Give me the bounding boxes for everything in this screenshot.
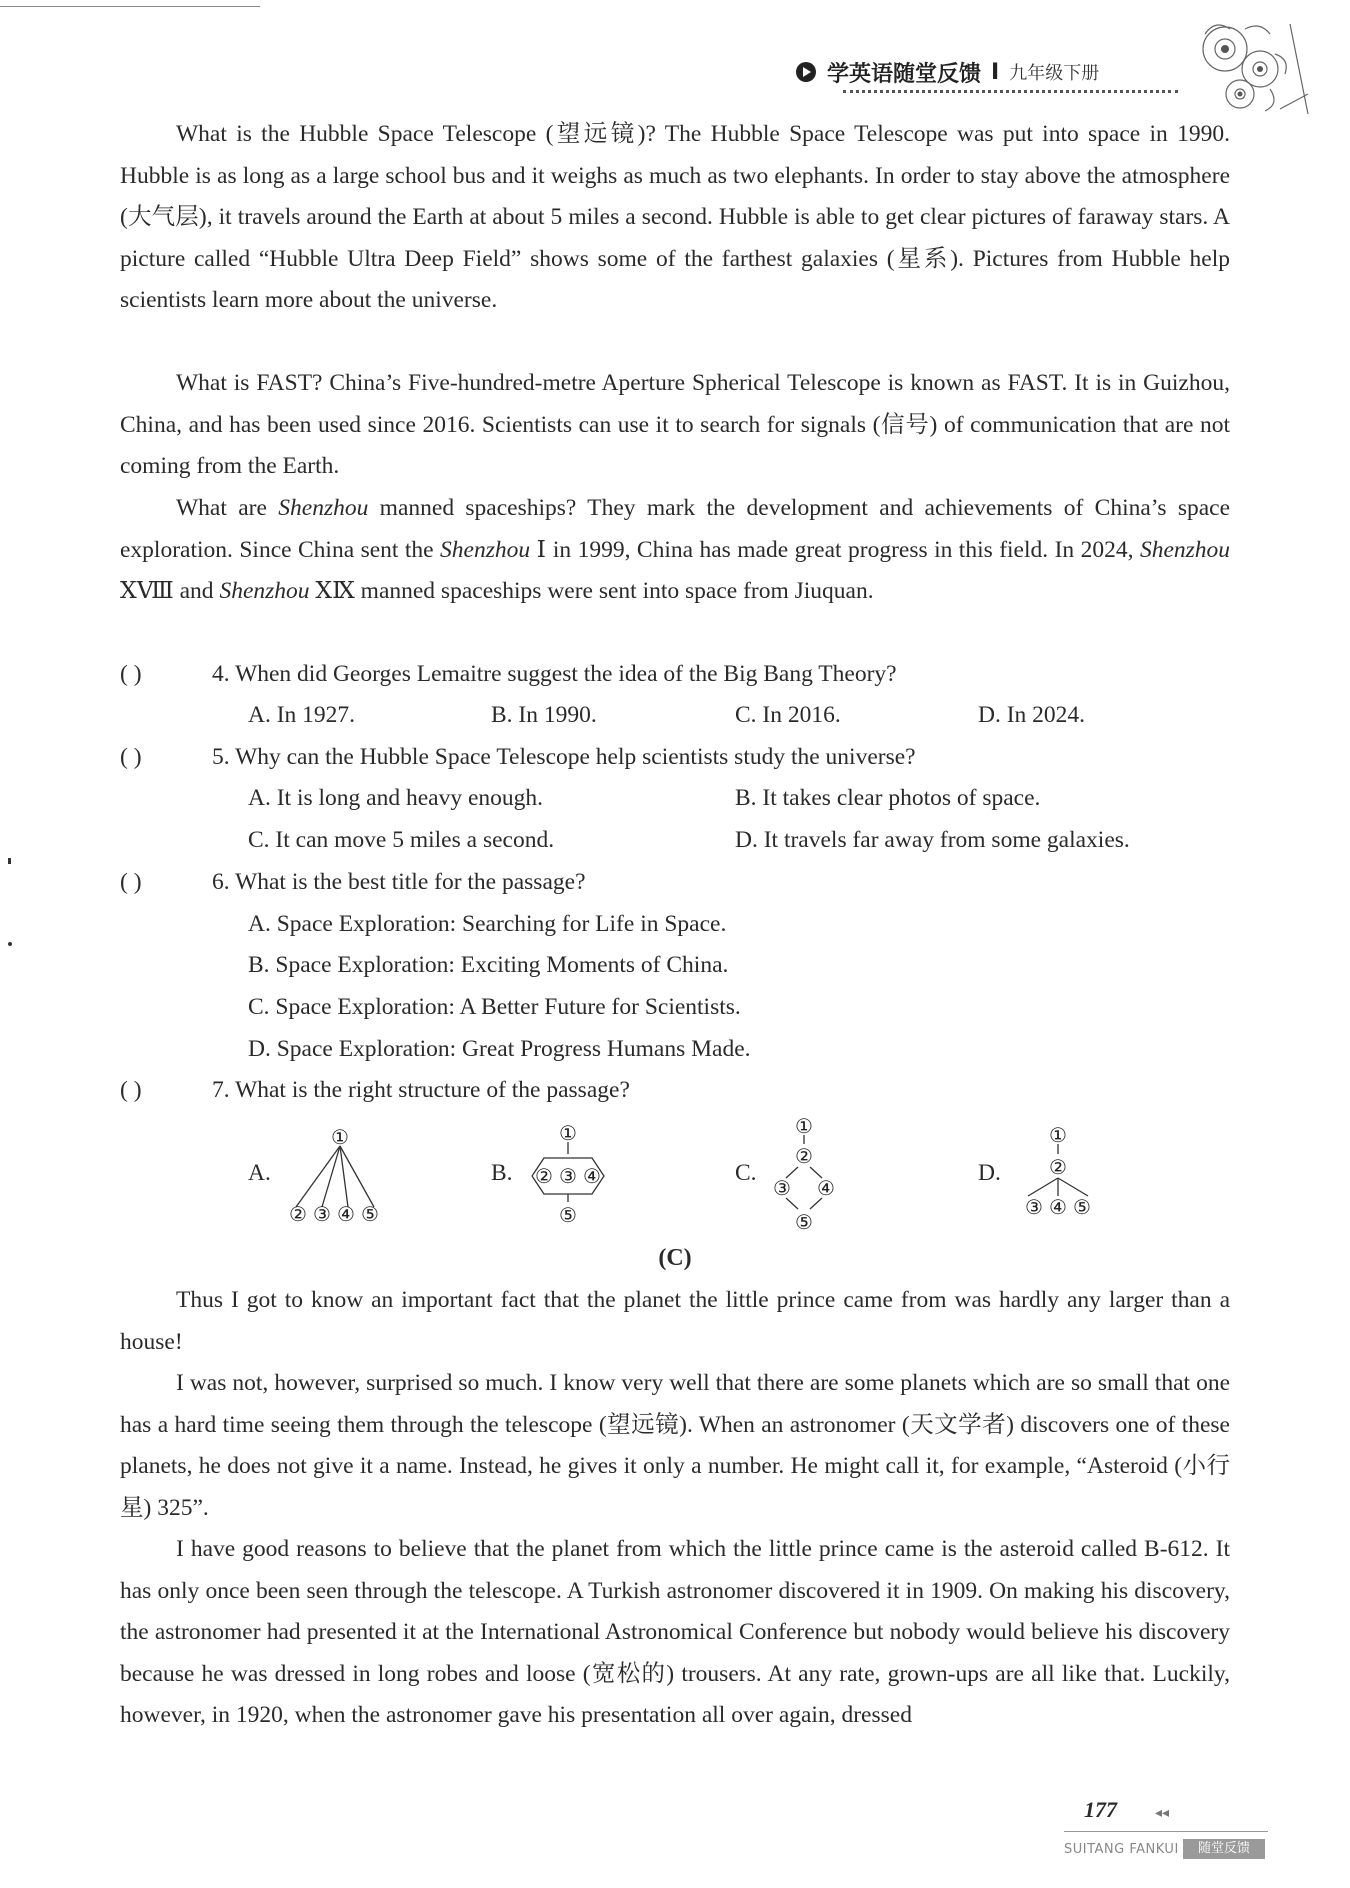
node-1: ① — [559, 1121, 577, 1145]
node-1: ① — [795, 1114, 813, 1138]
diagram-b-label: B. — [491, 1160, 513, 1186]
question-7 — [120, 1070, 630, 1112]
margin-mark — [8, 858, 11, 864]
node-4: ④ — [583, 1164, 601, 1188]
answer-blank[interactable]: ( ) — [120, 869, 142, 895]
section-c-paragraph-1: Thus I got to know an important fact that the planet the little prince came from was hardly any larger than a house! — [120, 1287, 1230, 1355]
option-b: B. It takes clear photos of space. — [735, 785, 1041, 811]
question-stem: 5. Why can the Hubble Space Telescope help scientists study the universe? — [212, 744, 916, 770]
page-number: 177 — [1084, 1797, 1117, 1822]
question-5 — [120, 737, 916, 779]
page-header — [795, 56, 1215, 88]
node-3: ③ — [1025, 1195, 1043, 1219]
question-6 — [120, 862, 586, 904]
section-c-heading: (C) — [658, 1245, 692, 1271]
node-1: ① — [331, 1125, 349, 1149]
option-a: A. In 1927. — [248, 702, 356, 728]
top-rule — [0, 6, 260, 7]
option-d: D. It travels far away from some galaxies. — [735, 827, 1130, 853]
title-separator: Ⅰ — [991, 59, 1000, 85]
left-arrows-icon: ◂◂ — [1155, 1805, 1170, 1821]
node-5: ⑤ — [1073, 1195, 1091, 1219]
footer-badge: 随堂反馈 — [1183, 1839, 1265, 1859]
footer-english-label: SUITANG FANKUI — [1064, 1842, 1179, 1857]
node-2: ② — [1049, 1155, 1067, 1179]
option-b: B. Space Exploration: Exciting Moments of China. — [248, 952, 729, 978]
diagram-c-label: C. — [735, 1160, 757, 1186]
question-stem: 7. What is the right structure of the passage? — [212, 1077, 630, 1103]
play-circle-icon — [795, 61, 817, 83]
answer-blank[interactable]: ( ) — [120, 744, 142, 770]
node-5: ⑤ — [795, 1210, 813, 1234]
option-c: C. In 2016. — [735, 702, 841, 728]
node-1: ① — [1049, 1123, 1067, 1147]
option-d: D. In 2024. — [978, 702, 1086, 728]
node-2: ② — [535, 1164, 553, 1188]
option-c: C. Space Exploration: A Better Future for Scientists. — [248, 994, 741, 1020]
option-a: A. Space Exploration: Searching for Life in Space. — [248, 911, 727, 937]
section-c-paragraph-2: I was not, however, surprised so much. I know very well that there are some planets which are so small that one has a hard time seeing them through the telescope (望远镜). When an astronomer (天文学者) discovers one of these planets, he does not give it a name. Instead, he gives it only a number. He might call it, for example, “Asteroid (小行星) 325”. — [120, 1370, 1230, 1521]
question-stem: 4. When did Georges Lemaitre suggest the idea of the Big Bang Theory? — [212, 661, 897, 687]
node-2: ② — [289, 1202, 307, 1224]
structure-diagram-d — [1008, 1120, 1108, 1224]
question-4 — [120, 654, 897, 696]
passage-paragraph-hubble: What is the Hubble Space Telescope (望远镜)? The Hubble Space Telescope was put into space in 1990. Hubble is as long as a large school bus and it weighs as much as two elephants. In order to stay above the atmosphere (大气层), it travels around the Earth at about 5 miles a second. Hubble is able to get clear pictures of faraway stars. A picture called “Hubble Ultra Deep Field” shows some of the farthest galaxies (星系). Pictures from Hubble help scientists learn more about the universe. — [120, 121, 1230, 314]
passage-paragraph-fast: What is FAST? China’s Five-hundred-metre Aperture Spherical Telescope is known as FAST. It is in Guizhou, China, and has been used since 2016. Scientists can use it to search for signals (信号) of communication that are not coming from the Earth. — [120, 370, 1230, 480]
node-3: ③ — [559, 1164, 577, 1188]
node-5: ⑤ — [559, 1203, 577, 1226]
node-4: ④ — [1049, 1195, 1067, 1219]
book-title: 学英语随堂反馈 — [827, 61, 982, 87]
answer-blank[interactable]: ( ) — [120, 661, 142, 687]
option-c: C. It can move 5 miles a second. — [248, 827, 555, 853]
book-subtitle: 九年级下册 — [1009, 63, 1100, 84]
answer-blank[interactable]: ( ) — [120, 1077, 142, 1103]
option-b: B. In 1990. — [491, 702, 597, 728]
node-2: ② — [795, 1144, 813, 1168]
diagram-a-label: A. — [248, 1160, 271, 1186]
diagram-d-label: D. — [978, 1160, 1001, 1186]
section-c-paragraph-3: I have good reasons to believe that the planet from which the little prince came is the asteroid called B-612. It has only once been seen through the telescope. A Turkish astronomer discovered it in 1909. On making his discovery, the astronomer had presented it at the International Astronomical Conference but nobody would believe his discovery because he was dressed in long robes and loose (宽松的) trousers. At any rate, grown-ups are all like that. Luckily, however, in 1920, when the astronomer gave his presentation all over again, dressed — [120, 1536, 1230, 1729]
option-a: A. It is long and heavy enough. — [248, 785, 544, 811]
question-stem: 6. What is the best title for the passage? — [212, 869, 586, 895]
node-4: ④ — [337, 1202, 355, 1224]
node-4: ④ — [817, 1176, 835, 1200]
footer-rule — [1064, 1831, 1268, 1832]
header-dotted-rule — [843, 90, 1178, 93]
node-3: ③ — [773, 1176, 791, 1200]
option-d: D. Space Exploration: Great Progress Humans Made. — [248, 1036, 751, 1062]
margin-dot — [8, 942, 12, 946]
structure-diagram-b — [518, 1118, 618, 1226]
structure-diagram-a — [280, 1122, 400, 1224]
node-3: ③ — [313, 1202, 331, 1224]
passage-paragraph-shenzhou: What are Shenzhou manned spaceships? They mark the development and achievements of China’s space exploration. Since China sent the Shenzhou Ⅰ in 1999, China has made great progress in this field. In 2024, Shenzhou ⅩⅧ and Shenzhou ⅩⅨ manned spaceships were sent into space from Jiuquan. — [120, 495, 1231, 605]
structure-diagram-c — [762, 1112, 852, 1234]
flower-decoration-icon — [1190, 14, 1310, 124]
node-5: ⑤ — [361, 1202, 379, 1224]
